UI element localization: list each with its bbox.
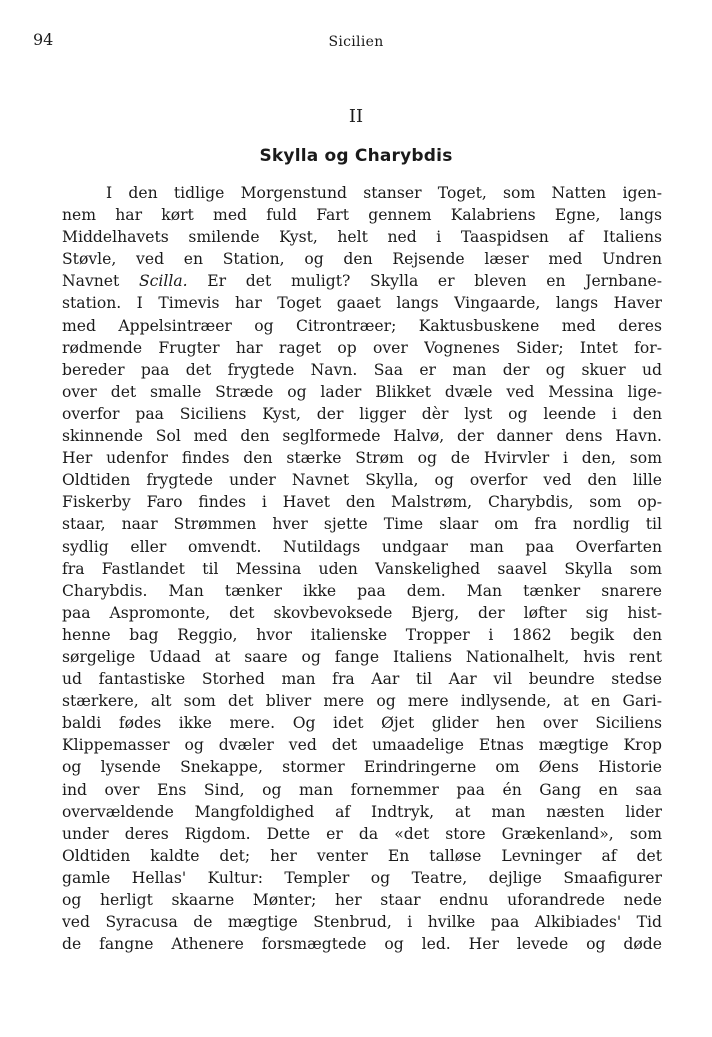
- body-line: med Appelsintræer og Citrontræer; Kaktusbuskene med deres: [62, 316, 662, 335]
- body-line: stærkere, alt som det bliver mere og mere indlysende, at en Gari-: [62, 692, 662, 711]
- body-line: I den tidlige Morgenstund stanser Toget, som Natten igen-: [106, 184, 662, 202]
- body-line: og lysende Snekappe, stormer Erindringerne om Øens Historie: [62, 758, 662, 777]
- body-line: Oldtiden kaldte det; her venter En talløse Levninger af det: [62, 846, 662, 865]
- page-number: 94: [33, 30, 54, 49]
- body-line: Fiskerby Faro findes i Havet den Malstrøm, Charybdis, som op-: [62, 493, 662, 512]
- chapter-title: Skylla og Charybdis: [259, 146, 453, 166]
- body-line: ved Syracusa de mægtige Stenbrud, i hvilke paa Alkibiades' Tid: [62, 913, 662, 932]
- body-line: Oldtiden frygtede under Navnet Skylla, og overfor ved den lille: [62, 471, 662, 490]
- body-line: ind over Ens Sind, og man fornemmer paa én Gang en saa: [62, 780, 662, 799]
- chapter-number: II: [348, 106, 364, 127]
- body-line: Støvle, ved en Station, og den Rejsende læser med Undren: [62, 250, 662, 269]
- body-line: de fangne Athenere forsmægtede og led. Her levede og døde: [62, 935, 662, 954]
- body-line: rødmende Frugter har raget op over Vognenes Sider; Intet for-: [62, 338, 662, 357]
- body-line: sydlig eller omvendt. Nutildags undgaar man paa Overfarten: [62, 537, 662, 556]
- body-line: gamle Hellas' Kultur: Templer og Teatre, dejlige Smaafigurer: [62, 868, 662, 887]
- body-line: baldi fødes ikke mere. Og idet Øjet glider hen over Siciliens: [62, 714, 662, 733]
- body-line: og herligt skaarne Mønter; her staar endnu uforandrede nede: [62, 891, 662, 909]
- body-line: henne bag Reggio, hvor italienske Tropper i 1862 begik den: [62, 625, 662, 644]
- body-text: [62, 182, 662, 955]
- body-line: Klippemasser og dvæler ved det umaadelige Etnas mægtige Krop: [62, 736, 662, 755]
- body-line: paa Aspromonte, det skovbevoksede Bjerg, der løfter sig hist-: [62, 603, 662, 622]
- body-line: ud fantastiske Storhed man fra Aar til Aar vil beundre stedse: [62, 670, 662, 689]
- body-line: fra Fastlandet til Messina uden Vanskelighed saavel Skylla som: [62, 559, 662, 578]
- body-line: Navnet Scilla. Er det muligt? Skylla er bleven en Jernbane-: [62, 272, 662, 291]
- body-line: under deres Rigdom. Dette er da «det store Grækenland», som: [62, 824, 662, 843]
- body-line: overvældende Mangfoldighed af Indtryk, at man næsten lider: [62, 802, 662, 821]
- body-line: staar, naar Strømmen hver sjette Time slaar om fra nordlig til: [62, 515, 662, 534]
- body-line: bereder paa det frygtede Navn. Saa er man der og skuer ud: [62, 360, 662, 379]
- body-line: skinnende Sol med den seglformede Halvø, der danner dens Havn.: [62, 427, 662, 446]
- body-line: station. I Timevis har Toget gaaet langs Vingaarde, langs Haver: [62, 294, 662, 313]
- running-head: Sicilien: [328, 34, 384, 50]
- body-line: Charybdis. Man tænker ikke paa dem. Man tænker snarere: [62, 581, 662, 600]
- body-line: Her udenfor findes den stærke Strøm og de Hvirvler i den, som: [62, 449, 662, 468]
- body-line: nem har kørt med fuld Fart gennem Kalabriens Egne, langs: [62, 206, 662, 225]
- body-line: over det smalle Stræde og lader Blikket dvæle ved Messina lige-: [62, 382, 662, 401]
- body-line: Middelhavets smilende Kyst, helt ned i Taaspidsen af Italiens: [62, 228, 662, 247]
- body-line: overfor paa Siciliens Kyst, der ligger dèr lyst og leende i den: [62, 404, 662, 423]
- body-line: sørgelige Udaad at saare og fange Italiens Nationalhelt, hvis rent: [62, 647, 662, 666]
